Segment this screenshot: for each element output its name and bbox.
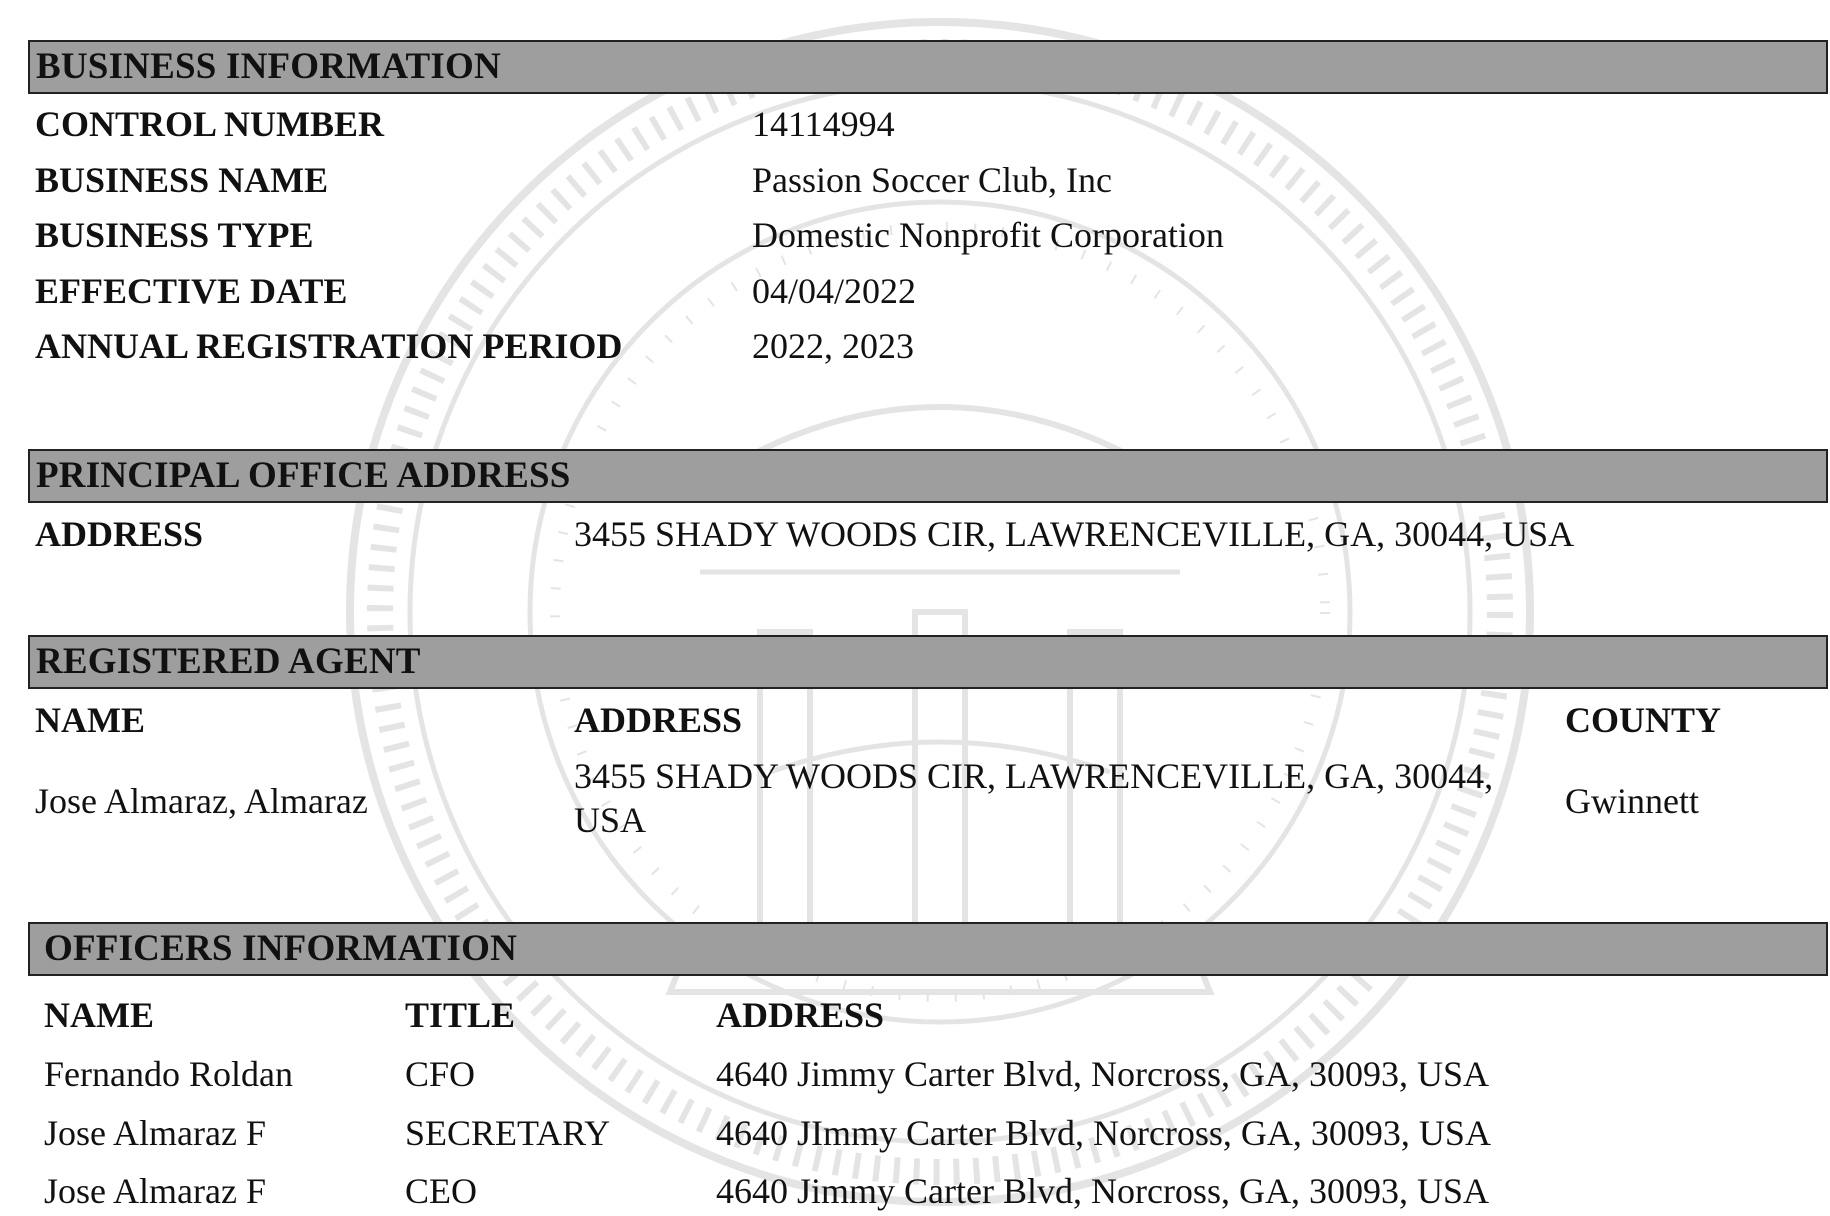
effective-date-label: EFFECTIVE DATE	[35, 271, 348, 311]
business-name-label: BUSINESS NAME	[35, 160, 329, 200]
principal-address-label: ADDRESS	[35, 514, 204, 554]
annual-registration-label: ANNUAL REGISTRATION PERIOD	[35, 326, 623, 366]
business-type-value: Domestic Nonprofit Corporation	[752, 215, 1224, 255]
agent-name-label: NAME	[35, 700, 145, 740]
officer-name-label: NAME	[44, 995, 154, 1035]
control-number-label: CONTROL NUMBER	[35, 104, 385, 144]
officer-title-label: TITLE	[405, 995, 516, 1035]
business-type-label: BUSINESS TYPE	[35, 215, 314, 255]
agent-county-value: Gwinnett	[1565, 781, 1699, 821]
annual-registration-value: 2022, 2023	[752, 326, 914, 366]
registered-agent-header: REGISTERED AGENT	[28, 635, 1828, 689]
effective-date-value: 04/04/2022	[752, 271, 917, 311]
agent-name-value: Jose Almaraz, Almaraz	[35, 781, 368, 821]
business-name-value: Passion Soccer Club, Inc	[752, 160, 1112, 200]
officer-address-label: ADDRESS	[716, 995, 885, 1035]
principal-address-value: 3455 SHADY WOODS CIR, LAWRENCEVILLE, GA, 30044, USA	[574, 514, 1575, 554]
officer-row-2-title: SECRETARY	[405, 1113, 611, 1153]
officer-row-2-address: 4640 JImmy Carter Blvd, Norcross, GA, 30093, USA	[716, 1113, 1491, 1153]
agent-county-label: COUNTY	[1565, 700, 1722, 740]
officer-row-3-title: CEO	[405, 1171, 477, 1211]
officer-row-1-address: 4640 Jimmy Carter Blvd, Norcross, GA, 30093, USA	[716, 1054, 1489, 1094]
officers-information-header: OFFICERS INFORMATION	[28, 922, 1828, 976]
officer-row-3-name: Jose Almaraz F	[44, 1171, 266, 1211]
officer-row-1-name: Fernando Roldan	[44, 1054, 293, 1094]
agent-address-value: 3455 SHADY WOODS CIR, LAWRENCEVILLE, GA, 30044, USA	[574, 756, 1494, 840]
officer-row-1-title: CFO	[405, 1054, 476, 1094]
control-number-value: 14114994	[752, 104, 895, 144]
agent-address-label: ADDRESS	[574, 700, 743, 740]
officer-row-2-name: Jose Almaraz F	[44, 1113, 266, 1153]
principal-office-header: PRINCIPAL OFFICE ADDRESS	[28, 449, 1828, 503]
officer-row-3-address: 4640 Jimmy Carter Blvd, Norcross, GA, 30093, USA	[716, 1171, 1489, 1211]
business-information-header: BUSINESS INFORMATION	[28, 40, 1828, 94]
